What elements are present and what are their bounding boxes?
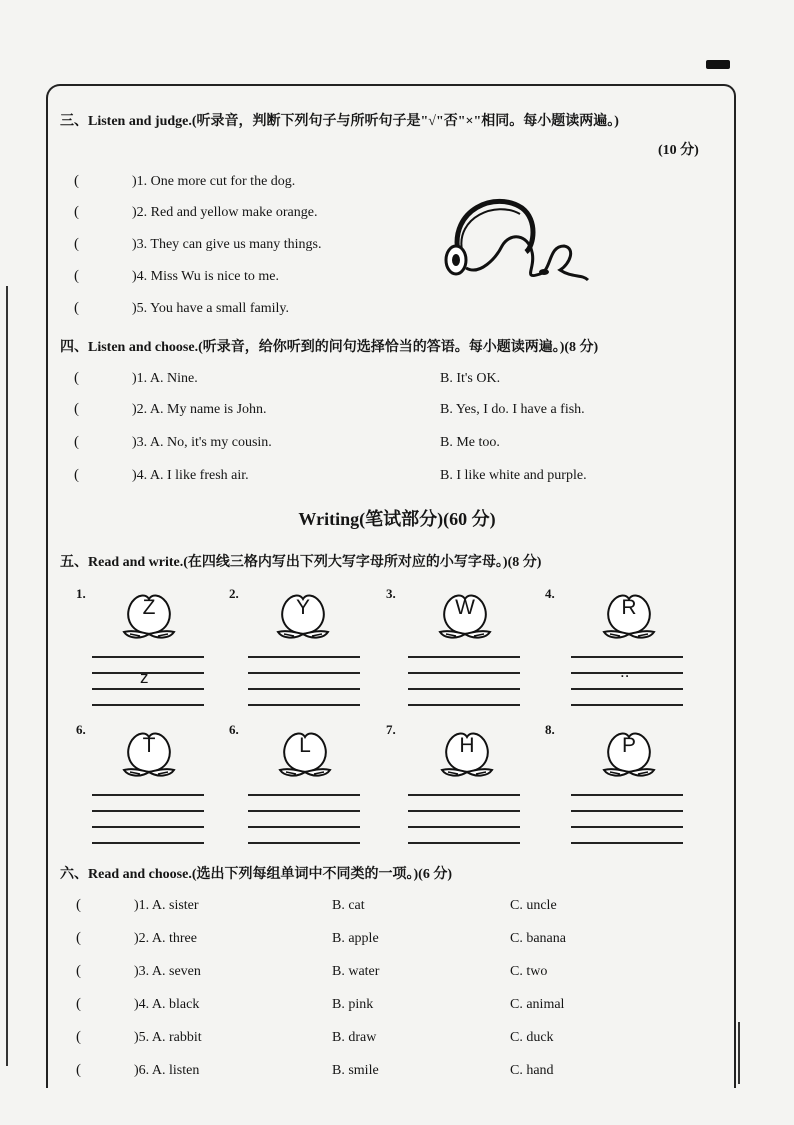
- option-c: C. banana: [510, 931, 566, 946]
- option-c: C. duck: [510, 1030, 554, 1045]
- answer-paren[interactable]: (: [74, 370, 79, 386]
- headphones-icon: [440, 190, 592, 290]
- uppercase-letter: P: [621, 734, 636, 757]
- option-b: B. apple: [332, 931, 379, 946]
- writing-lines[interactable]: [92, 794, 204, 846]
- writing-title: Writing(笔试部分)(60 分): [298, 509, 496, 529]
- option-b: B. draw: [332, 1030, 377, 1045]
- option-b: B. pink: [332, 997, 374, 1012]
- answer-paren[interactable]: (: [76, 1029, 81, 1045]
- option-a: )4. A. I like fresh air.: [132, 468, 249, 483]
- peach-icon: [120, 728, 178, 780]
- item-number: 8.: [545, 722, 555, 737]
- answer-paren[interactable]: (: [76, 897, 81, 913]
- item-number: 4.: [545, 586, 555, 601]
- answer-paren[interactable]: (: [74, 434, 79, 450]
- option-a: )2. A. My name is John.: [132, 402, 267, 417]
- margin-line-right: [738, 1022, 740, 1084]
- section5-title: 五、Read and write.(在四线三格内写出下列大写字母所对应的小写字母。)(8 分): [60, 555, 542, 570]
- peach-icon: [600, 728, 658, 780]
- writing-lines[interactable]: [408, 656, 520, 708]
- uppercase-letter: H: [459, 734, 475, 757]
- option-c: C. uncle: [510, 898, 557, 913]
- corner-mark: [706, 60, 730, 69]
- peach-icon: [600, 590, 658, 642]
- peach-icon: [436, 590, 494, 642]
- section6-title: 六、Read and choose.(选出下列每组单词中不同类的一项。)(6 分): [60, 867, 452, 882]
- answer-paren[interactable]: (: [74, 173, 79, 189]
- writing-lines[interactable]: [571, 794, 683, 846]
- option-b: B. Yes, I do. I have a fish.: [440, 402, 585, 417]
- answer-paren[interactable]: (: [74, 236, 79, 252]
- option-a: )5. A. rabbit: [134, 1030, 202, 1045]
- option-c: C. two: [510, 964, 548, 979]
- answer-paren[interactable]: (: [74, 401, 79, 417]
- writing-lines[interactable]: [408, 794, 520, 846]
- option-a: )6. A. listen: [134, 1063, 200, 1078]
- option-a: )3. A. No, it's my cousin.: [132, 435, 272, 450]
- option-b: B. It's OK.: [440, 371, 501, 386]
- option-b: B. I like white and purple.: [440, 468, 587, 483]
- peach-icon: [120, 590, 178, 642]
- option-c: C. animal: [510, 997, 565, 1012]
- handwritten-mark: z: [140, 668, 149, 687]
- uppercase-letter: Y: [295, 596, 310, 619]
- answer-paren[interactable]: (: [76, 963, 81, 979]
- answer-paren[interactable]: (: [76, 930, 81, 946]
- option-b: B. Me too.: [440, 435, 500, 450]
- item-number: 7.: [386, 722, 396, 737]
- section4-title: 四、Listen and choose.(听录音，给你听到的问句选择恰当的答语。每小题读两遍。)(8 分): [60, 340, 599, 355]
- option-a: )1. A. Nine.: [132, 371, 198, 386]
- option-a: )1. A. sister: [134, 898, 199, 913]
- section3-score: (10 分): [658, 143, 699, 158]
- item-text: )3. They can give us many things.: [132, 237, 322, 252]
- section3-title: 三、Listen and judge.(听录音，判断下列句子与所听句子是"√"否"×"相同。每小题读两遍。): [60, 114, 619, 129]
- answer-paren[interactable]: (: [76, 1062, 81, 1078]
- uppercase-letter: T: [142, 734, 156, 757]
- item-number: 1.: [76, 586, 86, 601]
- peach-icon: [274, 590, 332, 642]
- uppercase-letter: L: [299, 734, 311, 757]
- option-b: B. water: [332, 964, 380, 979]
- option-b: B. smile: [332, 1063, 379, 1078]
- answer-paren[interactable]: (: [74, 204, 79, 220]
- item-text: )5. You have a small family.: [132, 301, 289, 316]
- item-number: 2.: [229, 586, 239, 601]
- peach-icon: [276, 728, 334, 780]
- answer-paren[interactable]: (: [74, 300, 79, 316]
- peach-icon: [438, 728, 496, 780]
- uppercase-letter: W: [455, 596, 475, 619]
- margin-line-left: [6, 286, 8, 1066]
- option-a: )2. A. three: [134, 931, 197, 946]
- writing-lines[interactable]: [248, 656, 360, 708]
- item-number: 3.: [386, 586, 396, 601]
- uppercase-letter: R: [621, 596, 637, 619]
- item-text: )2. Red and yellow make orange.: [132, 205, 318, 220]
- item-text: )4. Miss Wu is nice to me.: [132, 269, 279, 284]
- option-a: )4. A. black: [134, 997, 200, 1012]
- answer-paren[interactable]: (: [74, 268, 79, 284]
- answer-paren[interactable]: (: [74, 467, 79, 483]
- option-b: B. cat: [332, 898, 365, 913]
- item-number: 6.: [76, 722, 86, 737]
- handwritten-mark: ..: [620, 662, 630, 681]
- option-a: )3. A. seven: [134, 964, 201, 979]
- item-text: )1. One more cut for the dog.: [132, 174, 296, 189]
- uppercase-letter: Z: [142, 596, 156, 619]
- item-number: 6.: [229, 722, 239, 737]
- option-c: C. hand: [510, 1063, 554, 1078]
- writing-lines[interactable]: [248, 794, 360, 846]
- answer-paren[interactable]: (: [76, 996, 81, 1012]
